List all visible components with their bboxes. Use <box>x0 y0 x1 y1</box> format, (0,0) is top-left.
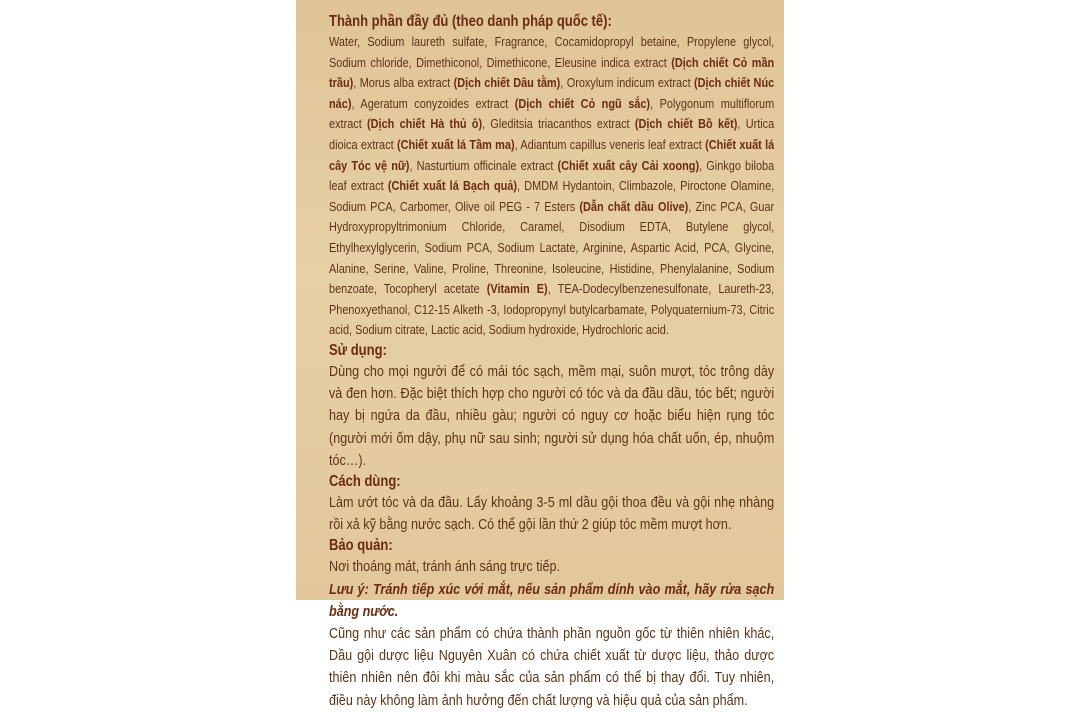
caution-label: Lưu ý: <box>329 580 369 598</box>
ingredient-segment: , Urtica dioica extract <box>329 116 775 152</box>
ingredient-segment: , Ginkgo biloba leaf extract <box>329 157 775 194</box>
storage-text: Nơi thoáng mát, tránh ánh sáng trực tiếp. <box>329 558 561 576</box>
ingredient-vietnamese-name: (Chiết xuất lá Bạch quả) <box>387 178 518 194</box>
usage-text: Dùng cho mọi người để có mái tóc sạch, mềm mại, suôn mượt, tóc trông dày và đen hơn. Đặc biệt thích hợp cho người có tóc và da đầu dầu, tóc bết; người hay bị ngứa da đầu, nhiều gàu; người có nguy cơ hoặc biểu hiện rụng tóc (người mới ốm dậy, phụ nữ sau sinh; người sử dụng hóa chất uốn, ép, nhuộm tóc…). <box>329 362 775 469</box>
ingredient-vietnamese-name: (Dịch chiết Núc nác) <box>329 75 775 111</box>
ingredient-vietnamese-name: (Dịch chiết Cỏ mần trầu) <box>329 54 775 91</box>
ingredient-segment: , Zinc PCA, Guar Hydroxypropyltrimonium Chloride, Caramel, Disodium EDTA, Butylene glycol, Ethylhexylglycerin, Sodium PCA, Sodium Lactate, Arginine, Aspartic Acid, PCA, Glycine, Alanine, Serine, Valine, Proline, Threonine, Isoleucine, Histidine, Phenylalanine, Sodium benzoate, Tocopheryl acetate <box>329 198 775 297</box>
storage-heading: Bảo quản: <box>329 537 393 555</box>
ingredient-vietnamese-name: (Dịch chiết Bồ kết) <box>634 116 738 132</box>
ingredient-vietnamese-name: (Chiết xuất cây Cải xoong) <box>557 157 700 173</box>
directions-text: Làm ướt tóc và da đầu. Lấy khoảng 3-5 ml dầu gội thoa đều và gội nhẹ nhàng rồi xả kỹ bằng nước sạch. Có thể gội lần thứ 2 giúp tóc mềm mượt hơn. <box>329 493 775 534</box>
caution-note <box>329 579 774 623</box>
usage-heading: Sử dụng: <box>329 341 387 359</box>
ingredient-vietnamese-name: (Dịch chiết Hà thủ ô) <box>367 116 483 132</box>
ingredient-segment: , Ageratum conyzoides extract <box>351 95 515 111</box>
ingredient-vietnamese-name: (Chiết xuất lá cây Tóc vệ nữ) <box>329 136 775 173</box>
ingredients-list <box>329 32 774 341</box>
ingredient-vietnamese-name: (Vitamin E) <box>486 281 548 297</box>
ingredient-vietnamese-name: (Dịch chiết Dâu tằm) <box>453 75 561 91</box>
ingredient-segment: , Nasturtium officinale extract <box>409 157 558 173</box>
ingredient-vietnamese-name: (Dịch chiết Cỏ ngũ sắc) <box>514 95 651 111</box>
ingredients-heading: Thành phần đầy đủ (theo danh pháp quốc tế): <box>329 13 612 30</box>
ingredient-segment: , DMDM Hydantoin, Climbazole, Piroctone Olamine, Sodium PCA, Carbomer, Olive oil PEG - 7 Esters <box>329 178 775 214</box>
ingredient-segment: , Adiantum capillus veneris leaf extract <box>514 136 706 152</box>
ingredient-segment: , Gleditsia triacanthos extract <box>482 116 635 132</box>
ingredient-segment: , Morus alba extract <box>353 75 454 91</box>
product-label-panel <box>296 0 784 709</box>
label-text-block <box>329 12 774 712</box>
ingredient-segment: , Oroxylum indicum extract <box>560 75 694 91</box>
color-variation-note: Cũng như các sản phẩm có chứa thành phần nguồn gốc từ thiên nhiên khác, Dầu gội dược liệu Nguyên Xuân có chứa chiết xuất từ dược liệu, thảo dược thiên nhiên nên đôi khi màu sắc của sản phẩm có thể bị thay đổi. Tuy nhiên, điều này không làm ảnh hưởng đến chất lượng và hiệu quả của sản phẩm. <box>329 624 775 709</box>
directions-heading: Cách dùng: <box>329 472 401 490</box>
ingredient-segment: Water, Sodium laureth sulfate, Fragrance, Cocamidopropyl betaine, Propylene glycol, Sodium chloride, Dimethiconol, Dimethicone, Eleusine indica extract <box>329 34 775 70</box>
ingredient-segment: , Polygonum multiflorum extract <box>329 95 775 132</box>
ingredient-vietnamese-name: (Dẫn chất dầu Olive) <box>579 198 689 214</box>
ingredient-vietnamese-name: (Chiết xuất lá Tầm ma) <box>396 136 515 152</box>
ingredient-segment: , TEA-Dodecylbenzenesulfonate, Laureth-23, Phenoxyethanol, C12-15 Alketh -3, Iodopropynyl butylcarbamate, Polyquaternium-73, Citric acid, Sodium citrate, Lactic acid, Sodium hydroxide, Hydrochloric acid. <box>329 281 775 338</box>
caution-text: Tránh tiếp xúc với mắt, nếu sản phẩm dính vào mắt, hãy rửa sạch bằng nước. <box>329 580 775 620</box>
